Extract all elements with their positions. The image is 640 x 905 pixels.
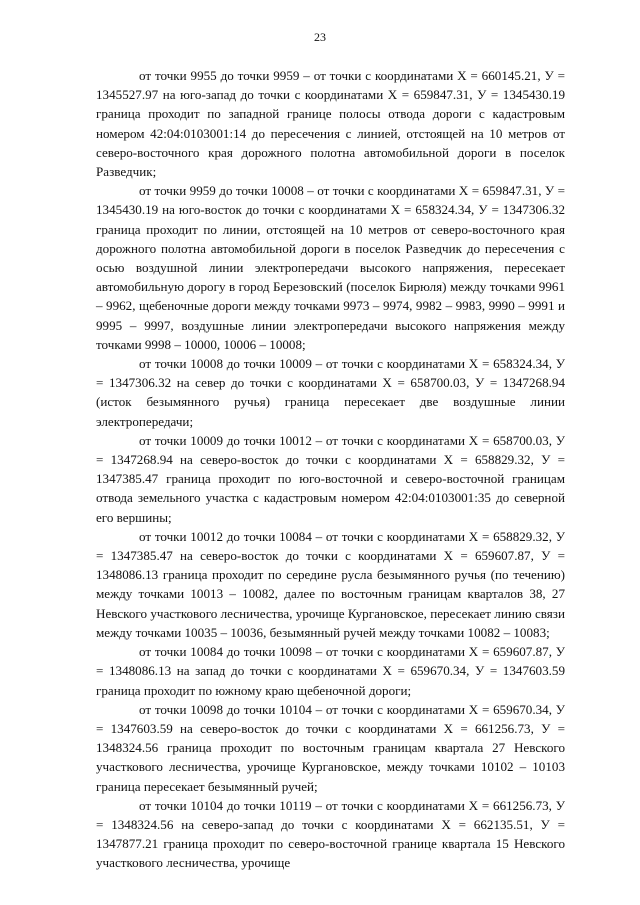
paragraph: от точки 10098 до точки 10104 – от точки с координатами Х = 659670.34, У = 1347603.59 на северо-восток до точки с координатами Х = 661256.73, У = 1348324.56 граница проходит по восточным границам квартала 27 Невского участкового лесничества, урочище Кургановское, между точками 10102 – 10103 граница пересекает безымянный ручей; (96, 701, 565, 794)
paragraph: от точки 10009 до точки 10012 – от точки с координатами Х = 658700.03, У = 1347268.94 на северо-восток до точки с координатами Х = 658829.32, У = 1347385.47 граница проходит по юго-восточной и северо-восточной границам отвода земельного участка с кадастровым номером 42:04:0103001:35 до северной его вершины; (96, 432, 565, 525)
paragraph: от точки 9955 до точки 9959 – от точки с координатами Х = 660145.21, У = 1345527.97 на юго-запад до точки с координатами Х = 659847.31, У = 1345430.19 граница проходит по западной границе полосы отвода дороги с кадастровым номером 42:04:0103001:14 до пересечения с линией, отстоящей на 10 метров от северо-восточного края дорожного полотна автомобильной дороги в поселок Разведчик; (96, 68, 565, 180)
paragraph: от точки 10012 до точки 10084 – от точки с координатами Х = 658829.32, У = 1347385.47 на северо-восток до точки с координатами Х = 659607.87, У = 1348086.13 граница проходит по середине русла безымянного ручья (по течению) между точками 10013 – 10082, далее по восточным границам кварталов 38, 27 Невского участкового лесничества, урочище Кургановское, пересекает линию связи между точками 10035 – 10036, безымянный ручей между точками 10082 – 10083; (96, 528, 565, 640)
paragraph: от точки 10008 до точки 10009 – от точки с координатами Х = 658324.34, У = 1347306.32 на север до точки с координатами Х = 658700.03, У = 1347268.94 (исток безымянного ручья) граница пересекает две воздушные линии электропередачи; (96, 356, 565, 429)
paragraph: от точки 10104 до точки 10119 – от точки с координатами Х = 661256.73, У = 1348324.56 на северо-запад до точки с координатами Х = 662135.51, У = 1347877.21 граница проходит по северо-восточной границе квартала 15 Невского участкового лесничества, урочище (96, 797, 565, 871)
document-body (96, 66, 565, 873)
paragraph: от точки 10084 до точки 10098 – от точки с координатами Х = 659607.87, У = 1348086.13 на запад до точки с координатами Х = 659670.34, У = 1347603.59 граница проходит по южному краю щебеночной дороги; (96, 644, 565, 698)
page-number: 23 (314, 30, 326, 44)
paragraph: от точки 9959 до точки 10008 – от точки с координатами Х = 659847.31, У = 1345430.19 на юго-восток до точки с координатами Х = 658324.34, У = 1347306.32 граница проходит по линии, отстоящей на 10 метров от северо-восточного края дорожного полотна автомобильной дороги в поселок Разведчик до пересечения с осью воздушной линии электропередачи высокого напряжения, пересекает автомобильную дорогу в город Березовский (поселок Бирюля) между точками 9961 – 9962, щебеночные дороги между точками 9973 – 9974, 9982 – 9983, 9990 – 9991 и 9995 – 9997, воздушные линии электропередачи высокого напряжения между точками 9998 – 10000, 10006 – 10008; (96, 183, 565, 352)
